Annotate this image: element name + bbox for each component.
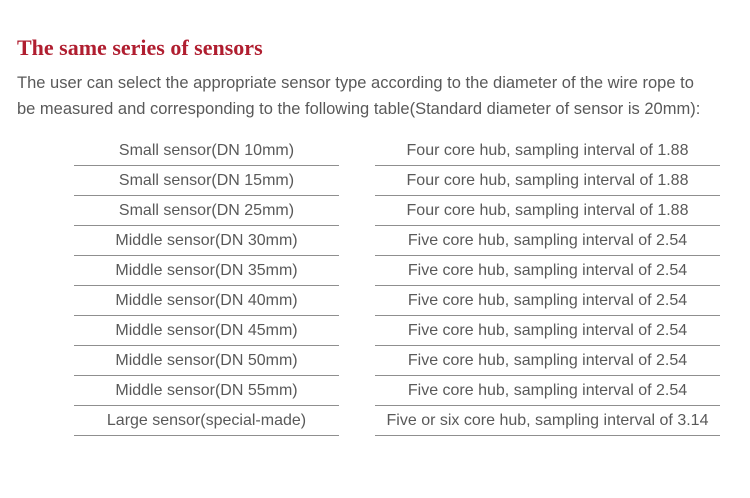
sensor-cell: Middle sensor(DN 50mm) — [74, 346, 339, 376]
document-page — [0, 36, 750, 436]
page-title: The same series of sensors — [17, 35, 263, 60]
table-row — [74, 256, 720, 286]
table-row — [74, 226, 720, 256]
hub-cell: Five core hub, sampling interval of 2.54 — [375, 316, 720, 346]
sensor-cell: Middle sensor(DN 30mm) — [74, 226, 339, 256]
hub-cell: Five or six core hub, sampling interval of 3.14 — [375, 406, 720, 436]
sensor-cell: Large sensor(special-made) — [74, 406, 339, 436]
intro-paragraph — [17, 71, 750, 122]
table-row — [74, 196, 720, 226]
sensor-cell: Middle sensor(DN 35mm) — [74, 256, 339, 286]
table-row — [74, 406, 720, 436]
table-row — [74, 316, 720, 346]
sensor-cell: Small sensor(DN 25mm) — [74, 196, 339, 226]
hub-cell: Four core hub, sampling interval of 1.88 — [375, 166, 720, 196]
sensor-cell: Middle sensor(DN 40mm) — [74, 286, 339, 316]
table-row — [74, 166, 720, 196]
sensor-table — [74, 136, 720, 436]
hub-cell: Four core hub, sampling interval of 1.88 — [375, 196, 720, 226]
hub-cell: Five core hub, sampling interval of 2.54 — [375, 226, 720, 256]
sensor-cell: Small sensor(DN 15mm) — [74, 166, 339, 196]
hub-cell: Five core hub, sampling interval of 2.54 — [375, 256, 720, 286]
hub-cell: Five core hub, sampling interval of 2.54 — [375, 376, 720, 406]
hub-cell: Four core hub, sampling interval of 1.88 — [375, 136, 720, 166]
table-row — [74, 286, 720, 316]
table-row — [74, 376, 720, 406]
sensor-cell: Small sensor(DN 10mm) — [74, 136, 339, 166]
table-row — [74, 346, 720, 376]
sensor-cell: Middle sensor(DN 45mm) — [74, 316, 339, 346]
sensor-cell: Middle sensor(DN 55mm) — [74, 376, 339, 406]
table-row — [74, 136, 720, 166]
intro-line-2: be measured and corresponding to the following table(Standard diameter of sensor is 20mm): — [17, 99, 701, 118]
hub-cell: Five core hub, sampling interval of 2.54 — [375, 286, 720, 316]
intro-line-1: The user can select the appropriate sensor type according to the diameter of the wire rope to — [17, 74, 694, 92]
hub-cell: Five core hub, sampling interval of 2.54 — [375, 346, 720, 376]
